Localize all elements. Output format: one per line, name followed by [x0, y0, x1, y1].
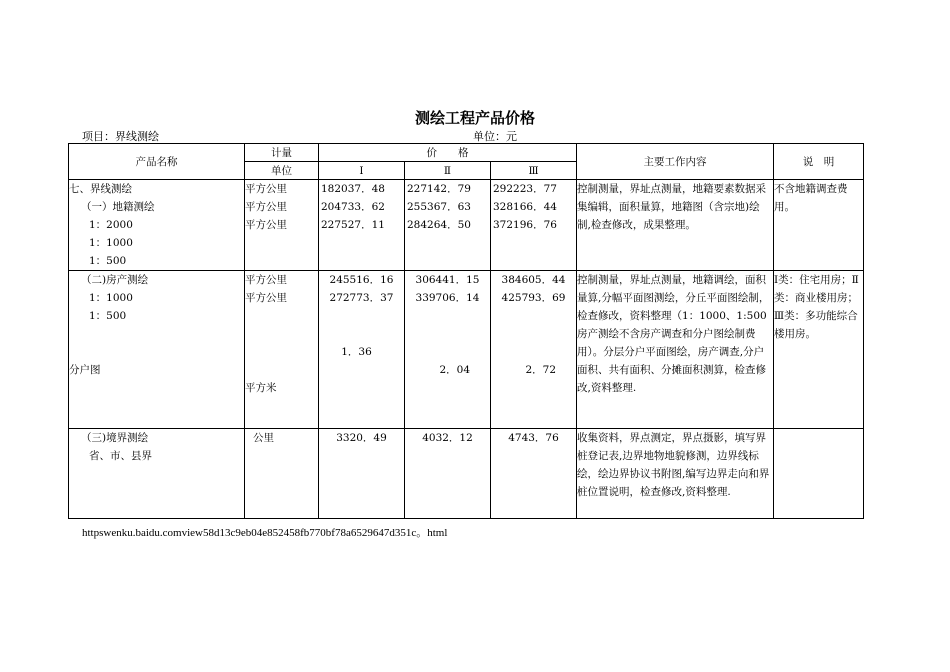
header-grade-3: Ⅲ: [491, 162, 577, 180]
product-names: [69, 180, 245, 271]
unit-cell: 平方公里: [245, 183, 287, 195]
price-grade-1: [319, 180, 405, 271]
price-cell: [319, 325, 404, 343]
price-cell: [491, 343, 576, 361]
price-cell: 204733．62: [321, 201, 385, 213]
product-name: 七、界线测绘: [69, 183, 132, 195]
price-cell: 328166．44: [493, 201, 557, 213]
price-cell: 284264．50: [407, 219, 471, 231]
note: [774, 429, 864, 519]
price-cell: 384605．44: [501, 274, 566, 286]
unit-cell: [245, 307, 318, 325]
unit-cell: 平方公里: [245, 274, 287, 286]
table-row: [69, 180, 864, 271]
price-cell: 306441．15: [415, 274, 480, 286]
price-cell: 339706．14: [415, 292, 480, 304]
table-row: [69, 271, 864, 429]
price-cell: 1．36: [341, 346, 372, 358]
price-cell: 425793．69: [501, 292, 566, 304]
header-unit-top: 计量: [245, 144, 319, 162]
product-name: （二)房产测绘: [81, 274, 149, 286]
header-note: 说 明: [774, 144, 864, 180]
work-content: 收集资料，界点测定，界点摄影，填写界桩登记表,边界地物地貌修测，边界线标绘，绘边界协议书附图,编写边界走向和界桩位置说明，检查修改,资料整理.: [577, 429, 774, 519]
product-name: 1：2000: [89, 219, 133, 231]
page-title: 测绘工程产品价格: [414, 109, 535, 127]
unit-cell: 平方米: [245, 382, 277, 394]
note: 不含地籍调查费用。: [774, 180, 864, 271]
price-cell: [491, 307, 576, 325]
unit-cell: 平方公里: [245, 292, 287, 304]
price-cell: 255367．63: [407, 201, 471, 213]
price-cell: 227527．11: [321, 219, 385, 231]
unit-cell: 公里: [253, 432, 274, 444]
price-grade-1: [319, 429, 405, 519]
project-label: 项目：界线测绘: [82, 130, 159, 143]
product-name: 1：1000: [89, 237, 133, 249]
price-grade-2: [405, 271, 491, 429]
work-content: 控制测量，界址点测量，地籍要素数据采集编辑，面积量算，地籍图（含宗地)绘制,检查修改，成果整理。: [577, 180, 774, 271]
units: [245, 180, 319, 271]
unit-cell: [245, 343, 318, 361]
product-name: [69, 343, 244, 361]
price-cell: 4032．12: [422, 432, 473, 444]
product-name: 1：500: [89, 255, 127, 267]
price-grade-1: [319, 271, 405, 429]
price-cell: 227142．79: [407, 183, 471, 195]
note: I类：住宅用房；Ⅱ类：商业楼用房；Ⅲ类：多功能综合楼用房。: [774, 271, 864, 429]
price-cell: [405, 325, 490, 343]
price-cell: 182037．48: [321, 183, 385, 195]
price-grade-3: [491, 271, 577, 429]
header-work: 主要工作内容: [577, 144, 774, 180]
header-product-name: 产品名称: [69, 144, 245, 180]
product-name: （三)境界测绘: [81, 432, 149, 444]
price-grade-2: [405, 180, 491, 271]
price-cell: [405, 343, 490, 361]
header-unit-bottom: 单位: [245, 162, 319, 180]
price-cell: 4743．76: [508, 432, 559, 444]
product-name: 分户图: [69, 364, 101, 376]
units: [245, 271, 319, 429]
unit-cell: 平方公里: [245, 219, 287, 231]
product-names: [69, 429, 245, 519]
header-grade-1: I: [319, 162, 405, 180]
price-table: [68, 143, 864, 519]
price-cell: [491, 325, 576, 343]
header-grade-2: Ⅱ: [405, 162, 491, 180]
work-content: 控制测量，界址点测量，地籍调绘，面积量算,分幅平面图测绘，分丘平面图绘制，检查修改，资料整理（1：1000、1:500房产测绘不含房产调查和分户图绘制费用）。分层分户平面图绘，房产调查,分户面积、共有面积、分摊面积测算，检查修改,资料整理.: [577, 271, 774, 429]
price-grade-3: [491, 429, 577, 519]
product-name: [69, 325, 244, 343]
header-price: 价 格: [319, 144, 577, 162]
price-cell: 3320．49: [336, 432, 387, 444]
price-cell: [319, 307, 404, 325]
price-cell: 372196．76: [493, 219, 557, 231]
price-cell: 292223．77: [493, 183, 557, 195]
unit-label: 单位：元: [473, 130, 517, 143]
price-cell: 272773．37: [329, 292, 394, 304]
source-url: httpswenku.baidu.comview58d13c9eb04e852458fb770bf78a6529647d351c。html: [82, 527, 448, 539]
unit-cell: [245, 325, 318, 343]
unit-cell: 平方公里: [245, 201, 287, 213]
price-grade-2: [405, 429, 491, 519]
price-cell: 2．04: [439, 364, 470, 376]
price-grade-3: [491, 180, 577, 271]
product-name: 省、市、县界: [89, 450, 152, 462]
product-name: 1：500: [89, 310, 127, 322]
price-cell: 245516．16: [329, 274, 394, 286]
price-cell: 2．72: [525, 364, 557, 376]
table-row: [69, 429, 864, 519]
price-cell: [405, 307, 490, 325]
unit-cell: [245, 361, 318, 379]
product-names: [69, 271, 245, 429]
units: [245, 429, 319, 519]
product-name: 1：1000: [89, 292, 133, 304]
product-name: （一）地籍测绘: [81, 201, 155, 213]
